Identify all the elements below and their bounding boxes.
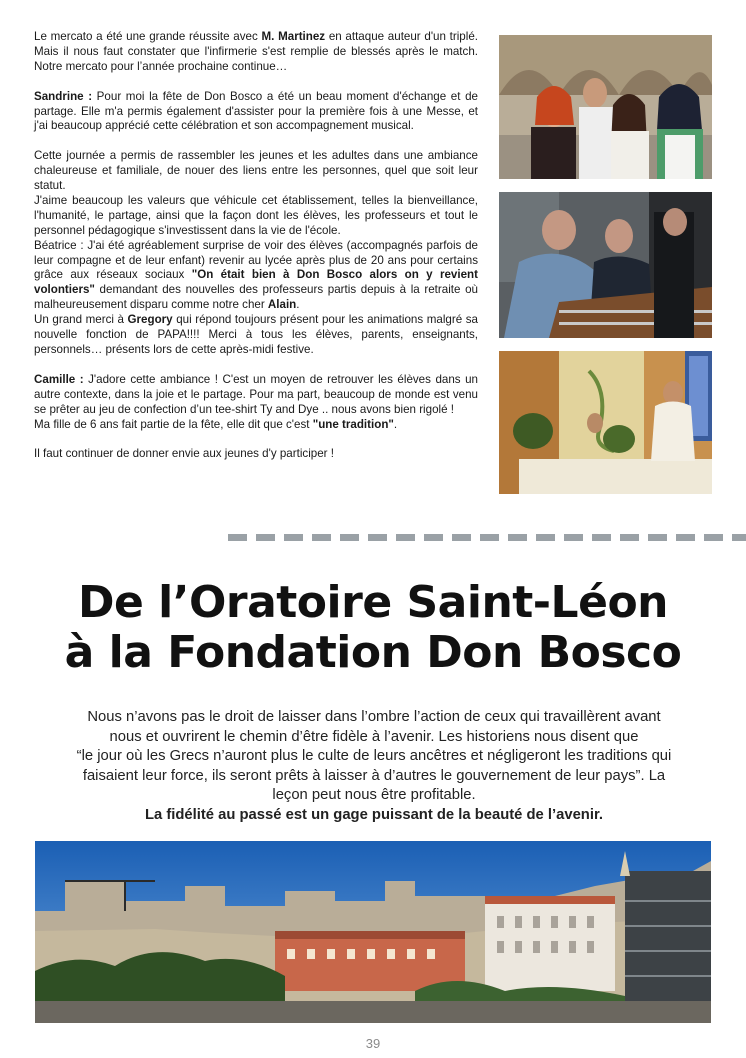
paragraph-camille: Camille : J'adore cette ambiance ! C'est un moyen de retrouver les élèves dans un autre contexte, dans la joie et le partage. Pour ma part, beaucoup de monde est venu se prêter au jeu de confection d’un tee-shirt Ty and Dye .. nous avons bien rigolé ! Ma fille de 6 ans fait partie de la fête, elle dit que c'est "une tradition".: [34, 372, 478, 431]
speaker-sandrine: Sandrine :: [34, 89, 93, 103]
headline-line-1: De l’Oratoire Saint-Léon: [78, 577, 668, 628]
quote-don-bosco: "On était bien à Don Bosco alors on y revient volontiers": [34, 268, 478, 297]
paragraph-closing: Il faut continuer de donner envie aux jeunes d'y participer !: [34, 447, 334, 461]
photo-city-panorama: [35, 841, 711, 1023]
intro-text: Nous n’avons pas le droit de laisser dans l’ombre l’action de ceux qui travaillèrent avant nous et ouvrirent le chemin d’être fidèle à l’avenir. Les historiens nous disent que “le jour où les Grecs n’auront plus le culte de leurs ancêtres et négligeront les traditions qui faisaient leur force, ils seront prêts à laisser à d’autres le gouvernement de leur pays”. La leçon peut nous être profitable. La fidélité au passé est un gage puissant de la beauté de l’avenir.: [36, 708, 712, 826]
name-gregory: Gregory: [127, 313, 173, 327]
paragraph-mercato: Le mercato a été une grande réussite avec M. Martinez en attaque auteur d'un triplé. Mais il nous faut constater que l'infirmerie s'est remplie de blessés après le match. Notre mercato pour l’année prochaine continue…: [34, 30, 478, 73]
headline-line-2: à la Fondation Don Bosco: [64, 627, 682, 678]
name-alain: Alain: [267, 298, 297, 312]
photo-table-football: [499, 192, 712, 338]
speaker-camille: Camille :: [34, 372, 84, 386]
dashed-divider: [228, 534, 746, 541]
intro-emphasis: La fidélité au passé est un gage puissant de la beauté de l’avenir.: [144, 806, 604, 823]
paragraph-journee: Cette journée a permis de rassembler les jeunes et les adultes dans une ambiance chaleureuse et familiale, de nouer des liens entre les personnes, quel que soit leur statut. J'aime beaucoup les valeurs que véhicule cet établissement, telles la bienveillance, l'humanité, le partage, ainsi que la façon dont les élèves, les professeurs et tout le personnel pédagogique s'investissent dans la vie de l'école. Béatrice : J'ai été agréablement surprise de voir des élèves (accompagnés parfois de leur compagne et de leur enfant) revenir au lycée après plus de 20 ans pour certains grâce aux réseaux sociaux "On était bien à Don Bosco alors on y revient volontiers" demandant des nouvelles des professeurs partis depuis à la retraite où malheureusement disparu comme notre cher Alain. Un grand merci à Gregory qui répond toujours présent pour les animations malgré sa nouvelle fonction de PAPA!!!! Merci à tous les élèves, parents, enseignants, personnels… présents lors de cette après-midi festive.: [34, 149, 478, 356]
quote-tradition: "une tradition": [312, 417, 394, 431]
photo-costumed-students: [499, 35, 712, 179]
name-martinez: M. Martinez: [261, 30, 326, 43]
article-body: [34, 30, 478, 462]
photo-mass-celebration: [499, 351, 712, 494]
section-headline: [0, 578, 746, 678]
paragraph-sandrine: Sandrine : Pour moi la fête de Don Bosco a été un beau moment d'échange et de partage. Elle m'a permis également d'assister pour la première fois à une Messe, et j'ai beaucoup apprécié cette célébration et son accompagnement musical.: [34, 89, 478, 133]
page-number: 39: [365, 1036, 381, 1051]
